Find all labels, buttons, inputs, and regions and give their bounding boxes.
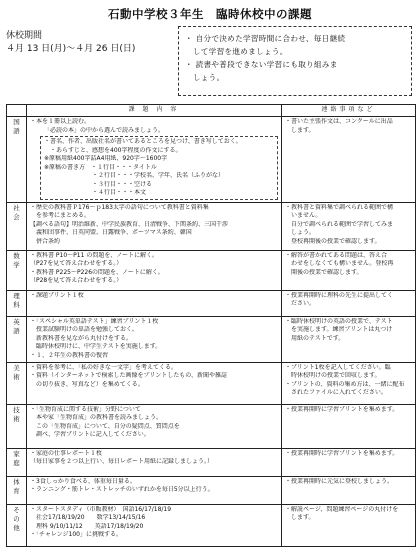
notes-line: します。 — [285, 514, 315, 521]
content-line: 義和団事件、日英同盟、日露戦争、ポーツマス条約、韓国 — [30, 229, 192, 236]
table-row — [7, 202, 416, 250]
notes-cell — [282, 476, 416, 504]
notes-line: ・授業再開時に理科の先生に提出してく — [285, 291, 394, 299]
notice-line: ・ 自分で決めた学習時間に合わせ、毎日継続 — [185, 34, 346, 43]
notes-line: ・書いた主張作文は、コンクールに出品 — [285, 118, 393, 125]
subject-cell: 技術 — [7, 404, 27, 448]
box-line: ・書名、作者、出版社名が書いてあるところを見つけ、書き写しておく。 — [44, 138, 242, 145]
notes-line: 登校再開後の授業で確認します。 — [285, 237, 381, 245]
content-line: （P28を見て答え合わせをする。） — [30, 277, 123, 284]
content-line: ・本を１冊以上読む。 — [30, 118, 91, 125]
table-row — [7, 404, 416, 448]
content-line: ・家庭の仕事レポート１枚 — [30, 449, 103, 457]
content-line: 新教科書を見ながら丸付けをする。 — [30, 334, 133, 342]
content-line: 本や家「生物育成」の教科書を読みましょう。 — [30, 414, 163, 421]
content-line: ・3食しっかり食べる、体重毎日量る。 — [30, 477, 136, 485]
table-row — [7, 250, 416, 290]
notes-line: ・プリント1枚を記入してください。臨 — [285, 363, 391, 371]
page-title: 石動中学校３年生 臨時休校中の課題 — [108, 7, 312, 21]
notes-line: 自分で調べられる範囲で学習してみま — [285, 220, 394, 228]
table-header-row — [7, 105, 416, 117]
table-row — [7, 316, 416, 362]
notes-cell — [282, 290, 416, 316]
notes-header: 連絡事項など — [282, 105, 416, 117]
content-line: この「生物育成」について、自分の疑問点、質問点を — [30, 422, 180, 430]
table-row — [7, 117, 416, 203]
table-row — [7, 476, 416, 504]
content-line: 【調べる語句】明治維新、中学民族教育、日清戦争、下関条約、三国干渉 — [30, 220, 229, 228]
notes-line: されたファイルに入れてください。 — [285, 389, 387, 396]
notes-cell — [282, 117, 416, 203]
table-row — [7, 448, 416, 476]
subject-cell: 国語 — [7, 117, 27, 203]
subject-cell: 数学 — [7, 250, 27, 290]
content-line: ・資料（インターネットで検索した画像をプリントしたもの、新聞や雑誌 — [30, 372, 227, 379]
notes-line: ・教科書と資料集で調べられる範囲で構 — [285, 203, 394, 211]
box-line: ・４行目・・・本文 — [44, 189, 147, 196]
notes-line: ださい。 — [285, 300, 316, 307]
notes-line: ・解答が書かれてある問題は、答え合 — [285, 251, 388, 259]
notes-line: 開後の授業で確認します。 — [285, 268, 363, 276]
content-cell — [27, 250, 282, 290]
content-line: 調べ、学習プリントに記入してください。 — [30, 431, 150, 438]
content-line: ・１、２年生の教科書の復習 — [30, 351, 109, 359]
content-line: 「必読の本」の中から選んで読みましょう。 — [44, 126, 165, 134]
content-line: 臨時休校明けに、中学生テストを実施します。 — [30, 343, 162, 350]
content-cell — [27, 117, 282, 203]
notes-cell — [282, 404, 416, 448]
content-cell — [27, 448, 282, 476]
subject-cell: 理科 — [7, 290, 27, 316]
table-row — [7, 362, 416, 404]
content-line: 授業試験明けの単語を勉強しておく。 — [30, 326, 138, 333]
notes-line: しょう。 — [285, 229, 316, 236]
subject-cell: 社会 — [7, 202, 27, 250]
notes-line: ・授業再開時に学習プリントを集めます。 — [285, 405, 399, 413]
box-line: ・２行目・・・学校名、学年、氏名（ふりがな） — [44, 172, 225, 179]
content-line: ・「生物育成に関する技術」分野について — [30, 405, 141, 413]
content-line: ・教科書 P225～P226の問題を、ノートに解く。 — [30, 268, 164, 276]
content-line: ・課題プリント１枚 — [30, 291, 84, 299]
notes-cell — [282, 448, 416, 476]
box-line: ※原稿の書き方 ・１行目・・・タイトル — [44, 163, 157, 171]
content-cell — [27, 290, 282, 316]
content-line: ・「チャレンジ100」に挑戦する。 — [30, 531, 122, 538]
subject-cell: 家庭 — [7, 448, 27, 476]
subject-cell: 美術 — [7, 362, 27, 404]
notes-line: します。 — [285, 126, 315, 134]
box-line: ・３行目・・・空ける — [44, 180, 153, 188]
content-line: ・「スペシャル英単語テスト」練習プリント１枚 — [30, 317, 159, 325]
notice-line: ・ 読書や普段できない学習にも取り組みま — [185, 60, 338, 69]
content-line: ・教科書 P10～P11 の問題を、ノートに解く。 — [30, 251, 159, 259]
content-line: （P27を見て答え合わせをする。） — [30, 260, 123, 267]
content-line: ・資料を参考に、「私の好きな一文字」を考えてくる。 — [30, 363, 178, 371]
content-line: 社会17/18/19/20 数学13/14/15/16 — [30, 514, 146, 521]
box-line: ・あらすじと、感想を400字程度の作文にする。 — [44, 146, 182, 154]
notes-line: 時休校明けの授業で回収します。 — [285, 372, 381, 379]
notes-cell — [282, 316, 416, 362]
notes-cell — [282, 250, 416, 290]
content-line: 理科 9/10/11/12 英語17/18/19/20 — [30, 522, 144, 530]
notes-line: を実施します。練習プリントは丸つけ — [285, 326, 393, 333]
notes-line: ・プリントの、資料の集め方は、一緒に配布 — [285, 380, 405, 388]
box-line: ※原稿用紙400字詰A4用紙、920字～1600字 — [44, 155, 168, 162]
notes-line: 用紙のテストです。 — [285, 334, 345, 342]
subject-header — [7, 105, 27, 117]
content-line: を参考にまとめる。 — [30, 212, 91, 219]
content-line: 併合条約 — [30, 237, 61, 245]
content-line: ・歴史の教科書Ｐ176～ｐ183太字の語句について教科書と資料集 — [30, 203, 209, 211]
subject-cell: 体育 — [7, 476, 27, 504]
table-row — [7, 504, 416, 546]
content-cell — [27, 362, 282, 404]
content-cell — [27, 202, 282, 250]
table-row — [7, 290, 416, 316]
notes-line: わせをしなくても構いません。登校再 — [285, 260, 394, 267]
notice-line: して学習を進めましょう。 — [185, 47, 288, 56]
subject-cell: 英語 — [7, 316, 27, 362]
content-header: 課 題 内 容 — [27, 105, 282, 117]
notes-cell — [282, 504, 416, 546]
content-cell — [27, 316, 282, 362]
notes-line: ・解説ページ、問題練習ページの丸付けを — [285, 505, 399, 513]
notice-line: しょう。 — [185, 73, 225, 82]
notice-box — [178, 26, 412, 96]
content-line: ・ランニング・筋トレ・ストレッチのいずれかを毎日5分以上行う。 — [30, 486, 214, 493]
notes-line: ・臨時休校明けの英語の授業で、テスト — [285, 317, 393, 325]
content-cell — [27, 476, 282, 504]
period-label: 休校期間 — [6, 31, 43, 41]
notes-cell — [282, 362, 416, 404]
period-range: ４月 13 日(月)～４月 26 日(日) — [6, 44, 136, 54]
content-line: （毎日家事を２つ以上行い、毎日レポート用紙に記録しましょう。） — [30, 458, 214, 465]
notes-line: ・授業再開時に元気に登校しましょう。 — [285, 477, 394, 485]
school-closure-period — [6, 30, 166, 56]
content-cell — [27, 504, 282, 546]
assignments-table — [6, 104, 416, 547]
notes-cell — [282, 202, 416, 250]
notes-line: いません。 — [285, 212, 322, 219]
notes-line: ・授業再開時に学習プリントを集めます。 — [285, 449, 399, 457]
instruction-box — [40, 136, 278, 200]
subject-cell: その他 — [7, 504, 27, 546]
content-line: の切り抜き、写真など）を集めてくる。 — [30, 380, 144, 388]
content-line: ・スタートスタディ（市販教材） 国語16/17/18/19 — [30, 505, 172, 513]
content-cell — [27, 404, 282, 448]
